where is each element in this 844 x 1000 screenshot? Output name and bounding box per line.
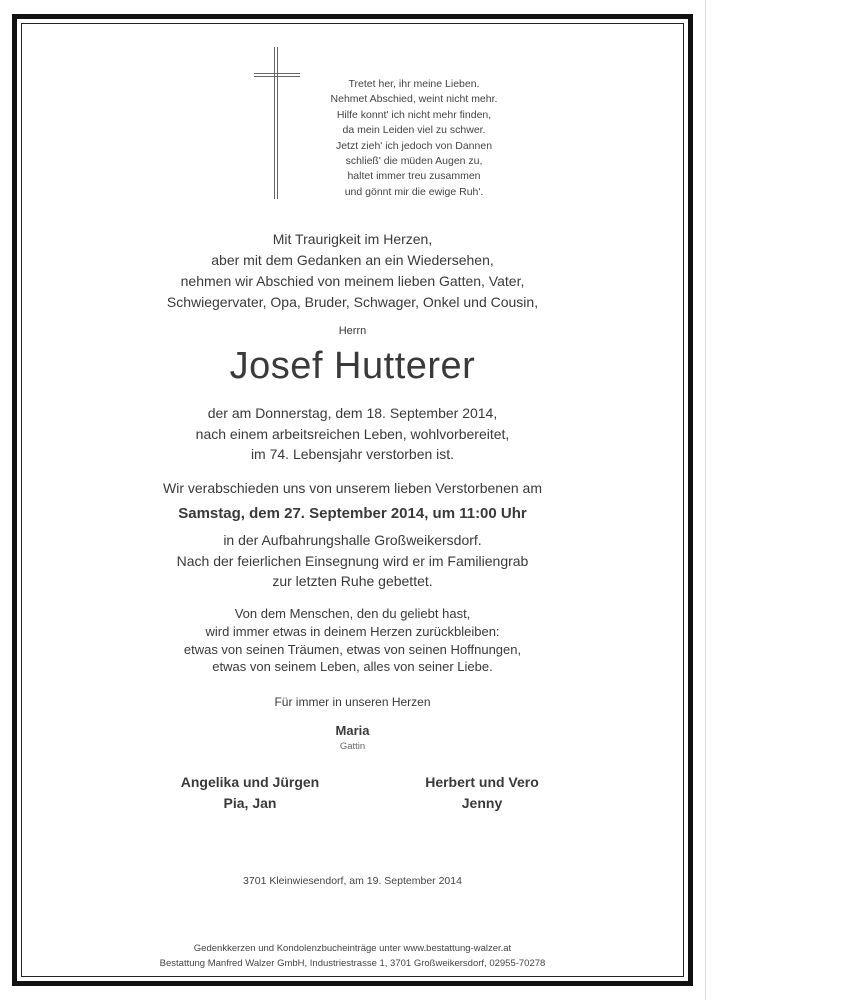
intro-text — [22, 229, 683, 313]
poem-line: Nehmet Abschied, weint nicht mehr. — [330, 93, 498, 106]
poem-line: da mein Leiden viel zu schwer. — [342, 124, 486, 137]
funeral-place — [22, 530, 683, 592]
footer — [22, 941, 683, 971]
intro-line: nehmen wir Abschied von meinem lieben Gatten, Vater, — [180, 273, 525, 289]
poem-line: Tretet her, ihr meine Lieben. — [348, 78, 480, 90]
family-left — [160, 772, 340, 814]
deceased-name: Josef Hutterer — [229, 345, 476, 387]
quote-line: etwas von seinem Leben, alles von seiner Liebe. — [212, 659, 493, 675]
funeral-place-line: zur letzten Ruhe gebettet. — [272, 573, 433, 589]
family-right-line1: Herbert und Vero — [425, 774, 539, 790]
quote-line: wird immer etwas in deinem Herzen zurückbleiben: — [205, 623, 500, 639]
death-line: der am Donnerstag, dem 18. September 2014, — [207, 405, 498, 421]
cross-icon — [254, 47, 300, 199]
poem-line: haltet immer treu zusammen — [347, 170, 481, 183]
footer-line2: Bestattung Manfred Walzer GmbH, Industriestrasse 1, 3701 Großweikersdorf, 02955-70278 — [159, 958, 546, 969]
death-line: im 74. Lebensjahr verstorben ist. — [250, 446, 455, 462]
poem-line: Hilfe konnt' ich nicht mehr finden, — [336, 108, 492, 121]
quote-line: etwas von seinen Träumen, etwas von seinen Hoffnungen, — [183, 641, 522, 657]
poem-line: Jetzt zieh' ich jedoch von Dannen — [335, 139, 493, 152]
memorial-quote — [22, 605, 683, 676]
poem-line: und gönnt mir die ewige Ruh'. — [344, 185, 484, 198]
quote-line: Von dem Menschen, den du geliebt hast, — [234, 606, 471, 621]
mourners-heading: Für immer in unseren Herzen — [274, 695, 431, 709]
place-date: 3701 Kleinwiesendorf, am 19. September 2014 — [243, 875, 462, 887]
family-left-line1: Angelika und Jürgen — [180, 774, 320, 790]
spouse-name: Maria — [335, 723, 370, 738]
intro-line: Mit Traurigkeit im Herzen, — [272, 231, 433, 247]
intro-line: aber mit dem Gedanken an ein Wiedersehen, — [211, 252, 494, 268]
funeral-place-line: Nach der feierlichen Einsegnung wird er im Familiengrab — [176, 552, 529, 569]
spouse-role: Gattin — [339, 741, 366, 752]
poem — [308, 77, 520, 200]
death-line: nach einem arbeitsreichen Leben, wohlvorbereitet, — [195, 425, 510, 442]
family-right — [392, 772, 572, 814]
funeral-date: Samstag, dem 27. September 2014, um 11:00 Uhr — [178, 505, 527, 522]
funeral-intro: Wir verabschieden uns von unserem lieben Verstorbenen am — [163, 480, 542, 496]
poem-line: schließ' die müden Augen zu, — [345, 155, 483, 168]
family-left-line2: Pia, Jan — [223, 795, 277, 811]
funeral-place-line: in der Aufbahrungshalle Großweikersdorf. — [223, 532, 482, 548]
salutation: Herrn — [338, 325, 367, 337]
footer-line1: Gedenkkerzen und Kondolenzbucheinträge unter www.bestattung-walzer.at — [193, 943, 512, 954]
family-right-line2: Jenny — [461, 795, 503, 811]
intro-line: Schwiegervater, Opa, Bruder, Schwager, Onkel und Cousin, — [166, 294, 539, 310]
death-notice — [22, 403, 683, 465]
